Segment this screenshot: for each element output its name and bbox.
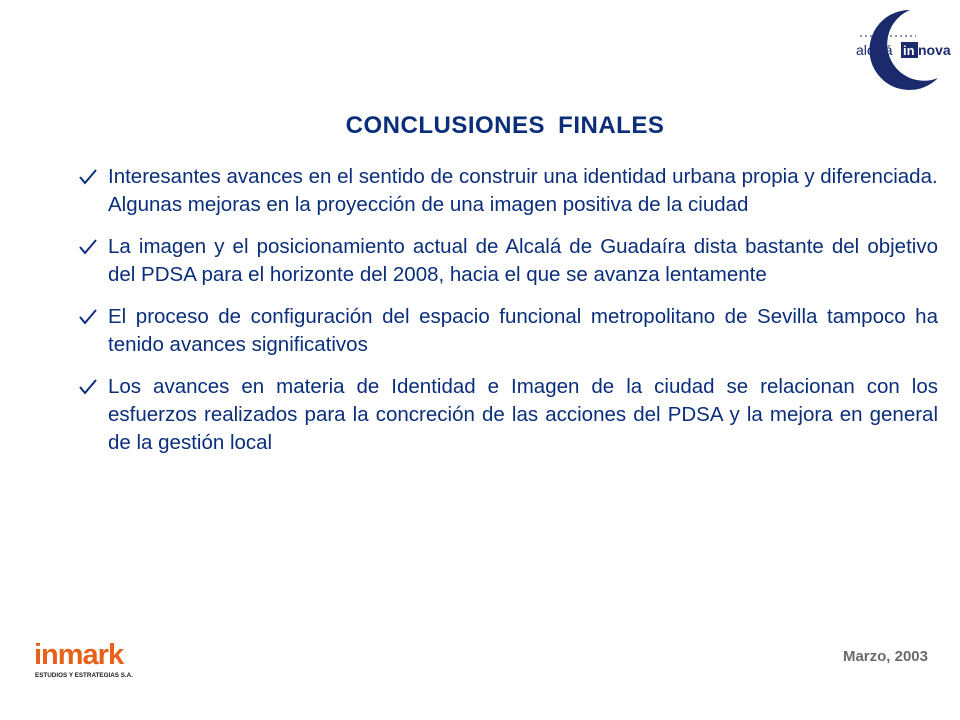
list-item bbox=[78, 163, 938, 219]
inmark-brand-text: inmark bbox=[34, 639, 124, 671]
inmark-tagline: ESTUDIOS Y ESTRATEGIAS S.A. bbox=[35, 672, 133, 679]
page-title: CONCLUSIONES FINALES bbox=[345, 112, 665, 139]
bullet-text: El proceso de configuración del espacio funcional metropolitano de Sevilla tampoco ha tenido avances significativos bbox=[108, 305, 938, 356]
bullet-text: Interesantes avances en el sentido de construir una identidad urbana propia y diferenciada. Algunas mejoras en la proyección de una imagen positiva de la ciudad bbox=[108, 165, 938, 216]
checkmark-icon bbox=[78, 308, 98, 326]
alcala-innova-logo bbox=[846, 6, 954, 90]
checkmark-icon bbox=[78, 168, 98, 186]
checkmark-icon bbox=[78, 238, 98, 256]
conclusions-list bbox=[78, 163, 938, 471]
checkmark-icon bbox=[78, 378, 98, 396]
logo-text-part3: nova bbox=[918, 42, 951, 58]
bullet-text: La imagen y el posicionamiento actual de Alcalá de Guadaíra dista bastante del objetivo del PDSA para el horizonte del 2008, hacia el que se avanza lentamente bbox=[108, 235, 938, 286]
list-item bbox=[78, 373, 938, 457]
logo-text-part2: in bbox=[903, 43, 915, 58]
list-item bbox=[78, 303, 938, 359]
footer-date: Marzo, 2003 bbox=[842, 648, 928, 665]
inmark-logo bbox=[34, 636, 158, 684]
list-item bbox=[78, 233, 938, 289]
bullet-text: Los avances en materia de Identidad e Imagen de la ciudad se relacionan con los esfuerzos realizados para la concreción de las acciones del PDSA y la mejora en general de la gestión local bbox=[108, 375, 938, 454]
logo-text-part1: alcalá bbox=[856, 42, 893, 58]
